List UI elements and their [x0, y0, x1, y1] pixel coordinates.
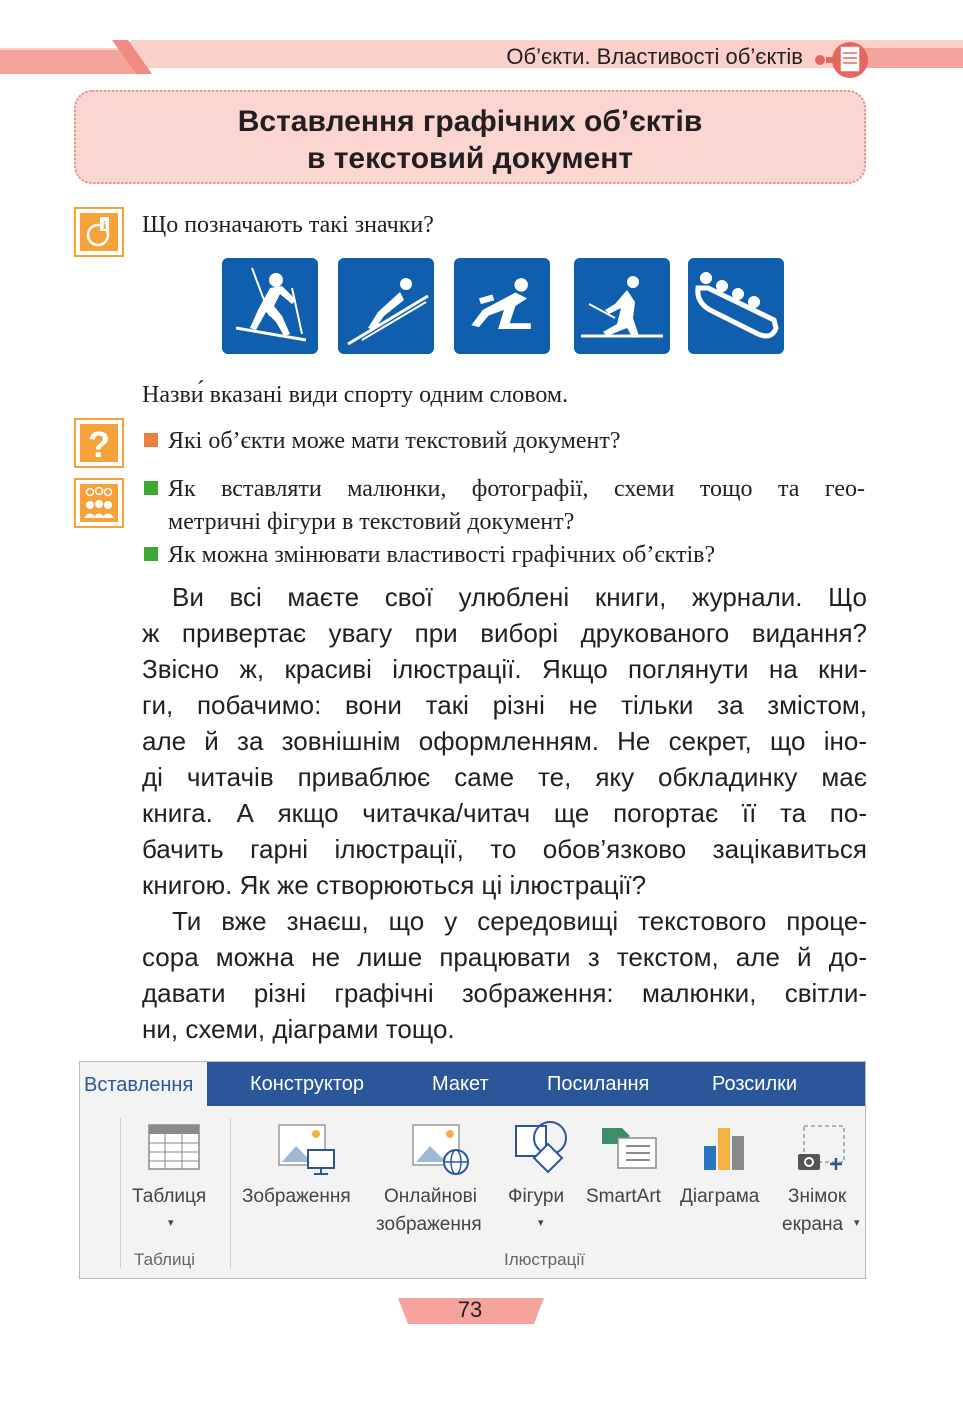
pictures-button-label: Зображення [242, 1186, 351, 1207]
shapes-button-label: Фігури [508, 1186, 565, 1207]
lesson-title [74, 90, 866, 184]
question-text-line1: Як вставляти малюнки, фотографії, схеми тощо та гео- [168, 476, 865, 502]
paragraph-line: книга. А якщо читачка/читач ще погортає її та по- [142, 798, 867, 828]
pictures-icon [278, 1124, 338, 1176]
nordic-combined-icon [574, 258, 670, 354]
paragraph-line: але й за зовнішнім оформленням. Не секрет, що іно- [142, 726, 867, 756]
smartart-button[interactable] [582, 1120, 676, 1240]
document-icon [812, 40, 870, 80]
tab-layout[interactable]: Макет [432, 1073, 489, 1095]
question-item-3 [144, 542, 715, 569]
paragraph-line: ді читачів приваблює саме те, яку обкладинку має [142, 762, 867, 792]
online-pictures-button[interactable] [374, 1120, 500, 1240]
screenshot-icon [796, 1124, 850, 1174]
ski-jumping-icon [338, 258, 434, 354]
svg-text:?: ? [88, 424, 110, 465]
smartart-icon [600, 1124, 660, 1174]
paragraph-line: бачить гарні ілюстрації, то обов’язково зацікавиться [142, 834, 867, 864]
question-item-2-continued [168, 509, 574, 536]
paragraph-line: давати різні графічні зображення: малюнки, світли- [142, 978, 867, 1008]
cross-country-skiing-icon [222, 258, 318, 354]
paragraph-line: сора можна не лише працювати з текстом, але й до- [142, 942, 867, 972]
online-pictures-label-line1: Онлайнові [384, 1186, 477, 1207]
dropdown-arrow-icon: ▾ [168, 1217, 174, 1229]
ribbon-tab-bar [80, 1062, 865, 1106]
screenshot-label-line1: Знімок [788, 1186, 847, 1207]
bobsleigh-icon [688, 258, 784, 354]
chart-button-label: Діаграма [680, 1186, 760, 1207]
paragraph-line: ни, схеми, діаграми тощо. [142, 1014, 455, 1044]
ribbon-separator [120, 1118, 121, 1268]
svg-text:i: i [102, 218, 107, 232]
lesson-title-line1: Вставлення графічних об’єктів [237, 105, 703, 138]
shapes-button[interactable] [504, 1120, 578, 1240]
group-label-illustrations: Ілюстрації [504, 1250, 585, 1269]
green-bullet-icon [144, 481, 158, 495]
question-item-2 [144, 476, 866, 503]
group-label-tables: Таблиці [134, 1250, 195, 1269]
shapes-icon [514, 1120, 574, 1178]
online-pictures-icon [412, 1124, 472, 1176]
paragraph-line: Звісно ж, красиві ілюстрації. Якщо поглянути на кни- [142, 654, 867, 684]
green-bullet-icon [144, 547, 158, 561]
paragraph-line: книгою. Як же створюються ці ілюстрації? [142, 870, 647, 900]
page-number: 73 [457, 1297, 483, 1322]
dropdown-arrow-icon: ▾ [538, 1217, 544, 1229]
paragraph-line: ж привертає увагу при виборі друкованого видання? [142, 618, 867, 648]
paragraph-1 [142, 579, 867, 903]
tab-insert[interactable]: Вставлення [80, 1062, 207, 1108]
chart-icon [702, 1124, 750, 1172]
tab-references[interactable]: Посилання [547, 1073, 650, 1095]
intro-question: Що позначають такі значки? [142, 212, 434, 238]
smartart-button-label: SmartArt [586, 1186, 661, 1207]
section-title: Об’єкти. Властивості об’єктів [506, 44, 803, 69]
screenshot-button[interactable] [780, 1120, 866, 1240]
intro-task: Назви́ вказані види спорту одним словом. [142, 382, 569, 408]
paragraph-line: Ви всі маєте свої улюблені книги, журнали. Що [172, 582, 867, 612]
question-text-line2: метричні фігури в текстовий документ? [168, 509, 575, 535]
speed-skating-icon [454, 258, 550, 354]
ribbon-separator [230, 1118, 231, 1268]
tab-mailings[interactable]: Розсилки [712, 1073, 798, 1095]
table-icon [148, 1124, 200, 1170]
orange-bullet-icon [144, 433, 158, 447]
table-button[interactable] [128, 1120, 224, 1240]
lesson-title-line2: в текстовий документ [306, 142, 634, 175]
word-insert-ribbon [79, 1061, 866, 1279]
paragraph-2 [142, 903, 867, 1047]
table-button-label: Таблиця [132, 1186, 207, 1207]
chart-button[interactable] [678, 1120, 774, 1240]
paragraph-line: Ти вже знаєш, що у середовищі текстового проце- [172, 906, 867, 936]
question-mark-icon [74, 418, 124, 468]
paragraph-line: ги, побачимо: вони такі різні не тільки за змістом, [142, 690, 867, 720]
tab-design[interactable]: Конструктор [250, 1073, 365, 1095]
question-item-1 [144, 428, 621, 455]
online-pictures-label-line2: зображення [376, 1214, 482, 1235]
question-text: Які об’єкти може мати текстовий документ? [168, 428, 621, 454]
dropdown-arrow-icon: ▾ [854, 1217, 860, 1229]
question-text: Як можна змінювати властивості графічних об’єктів? [168, 542, 716, 568]
think-icon [74, 207, 124, 257]
screenshot-label-line2: екрана [782, 1214, 844, 1235]
pictures-button[interactable] [238, 1120, 372, 1240]
group-discussion-icon [74, 478, 124, 528]
